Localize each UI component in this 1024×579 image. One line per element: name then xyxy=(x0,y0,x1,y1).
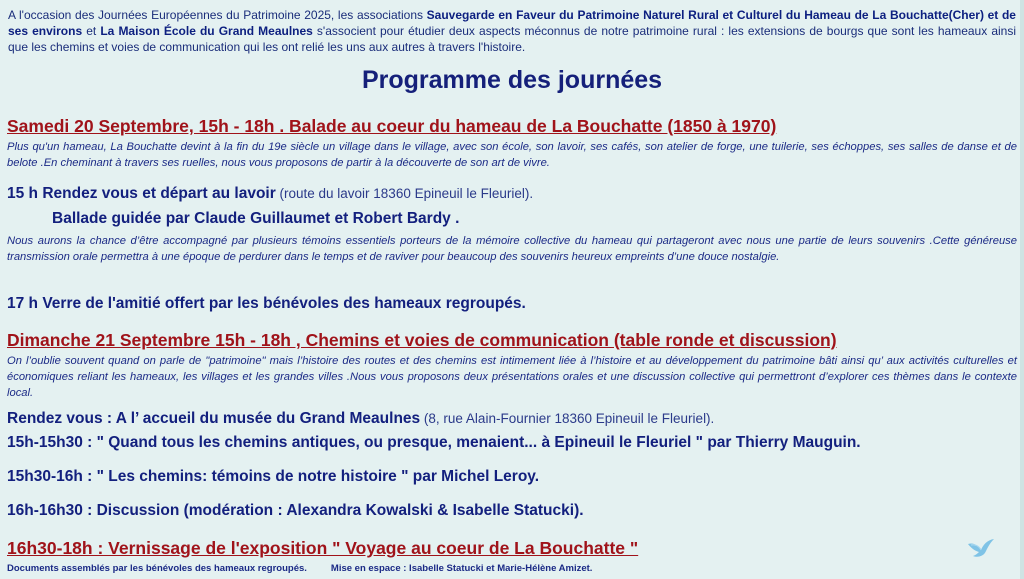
intro-org-1: Sauvegarde en Faveur du Patrimoine Naturel Rural et Culturel du Hameau de La Bouchatte(Cher) et de ses environs xyxy=(8,8,1016,38)
samedi-rendezvous xyxy=(7,185,533,203)
dimanche-description: On l’oublie souvent quand on parle de "patrimoine" mais l’histoire des routes et des chemins est intimement liée à l’histoire et au développement du patrimoine bâti ainsi qu’ aux activités culturelles et économiques reliant les hameaux, les villages et les grandes villes .Nous vous proposons deux présentations orales et une discussion collective qui permettront d’explorer ces thèmes dans le contexte local. xyxy=(7,355,1017,399)
page-title: Programme des journées xyxy=(361,66,663,94)
samedi-guide: Ballade guidée par Claude Guillaumet et Robert Bardy . xyxy=(52,210,460,227)
dimanche-rdv-address: (8, rue Alain-Fournier 18360 Epineuil le Fleuriel). xyxy=(420,411,715,426)
bird-icon xyxy=(966,536,996,560)
dimanche-rendezvous xyxy=(7,410,714,428)
talk-1: 15h-15h30 : " Quand tous les chemins antiques, ou presque, menaient... à Epineuil le Fleuriel " par Thierry Mauguin. xyxy=(7,434,861,451)
right-border xyxy=(1020,0,1024,579)
talk-3: 16h-16h30 : Discussion (modération : Alexandra Kowalski & Isabelle Statucki). xyxy=(7,502,584,519)
intro-org-2: La Maison École du Grand Meaulnes xyxy=(100,24,313,38)
samedi-verre: 17 h Verre de l'amitié offert par les bénévoles des hameaux regroupés. xyxy=(7,295,526,312)
samedi-description-2: Nous aurons la chance d’être accompagné par plusieurs témoins essentiels porteurs de la mémoire collective du hameau qui partageront avec nous une partie de leurs souvenirs .Cette généreuse transmission orale permettra à une époque de perdurer dans le temps et de raviver pour beaucoup des souvenirs heureux empreints d’une douce nostalgie. xyxy=(7,235,1017,263)
samedi-description: Plus qu'un hameau, La Bouchatte devint à la fin du 19e siècle un village dans le village, avec son école, son lavoir, ses cafés, son atelier de forge, une tuilerie, ses échoppes, ses salles de danse et de belote .En cheminant à travers ses ruelles, nous vous proposons de partir à la découverte de son art de vivre. xyxy=(7,141,1017,169)
intro-text-2: et xyxy=(82,24,101,38)
dimanche-rdv-place: Rendez vous : A l’ accueil du musée du Grand Meaulnes xyxy=(7,410,421,427)
intro-paragraph xyxy=(8,7,1016,55)
footer-left: Documents assemblés par les bénévoles des hameaux regroupés. xyxy=(7,563,307,574)
vernissage-heading: 16h30-18h : Vernissage de l'exposition " Voyage au coeur de La Bouchatte " xyxy=(7,538,639,558)
intro-text-3: s'associent pour étudier deux aspects méconnus de notre patrimoine rural : les extensions de bourgs que sont les hameaux ainsi que les chemins et voies de communication qui les ont relié les uns aux autres à travers l'histoire. xyxy=(8,24,1016,54)
talk-2: 15h30-16h : " Les chemins: témoins de notre histoire " par Michel Leroy. xyxy=(7,468,540,485)
samedi-rdv-address: (route du lavoir 18360 Epineuil le Fleuriel). xyxy=(275,186,534,201)
footer-right: Mise en espace : Isabelle Statucki et Marie-Hélène Amizet. xyxy=(330,563,593,574)
intro-text-1: A l'occasion des Journées Européennes du Patrimoine 2025, les associations xyxy=(8,8,427,22)
samedi-rdv-time: 15 h Rendez vous et départ au lavoir xyxy=(7,185,276,202)
footer-credits xyxy=(7,563,592,574)
samedi-heading: Samedi 20 Septembre, 15h - 18h . Balade au coeur du hameau de La Bouchatte (1850 à 1970) xyxy=(7,116,777,136)
dimanche-heading: Dimanche 21 Septembre 15h - 18h , Chemins et voies de communication (table ronde et discussion) xyxy=(7,330,837,350)
